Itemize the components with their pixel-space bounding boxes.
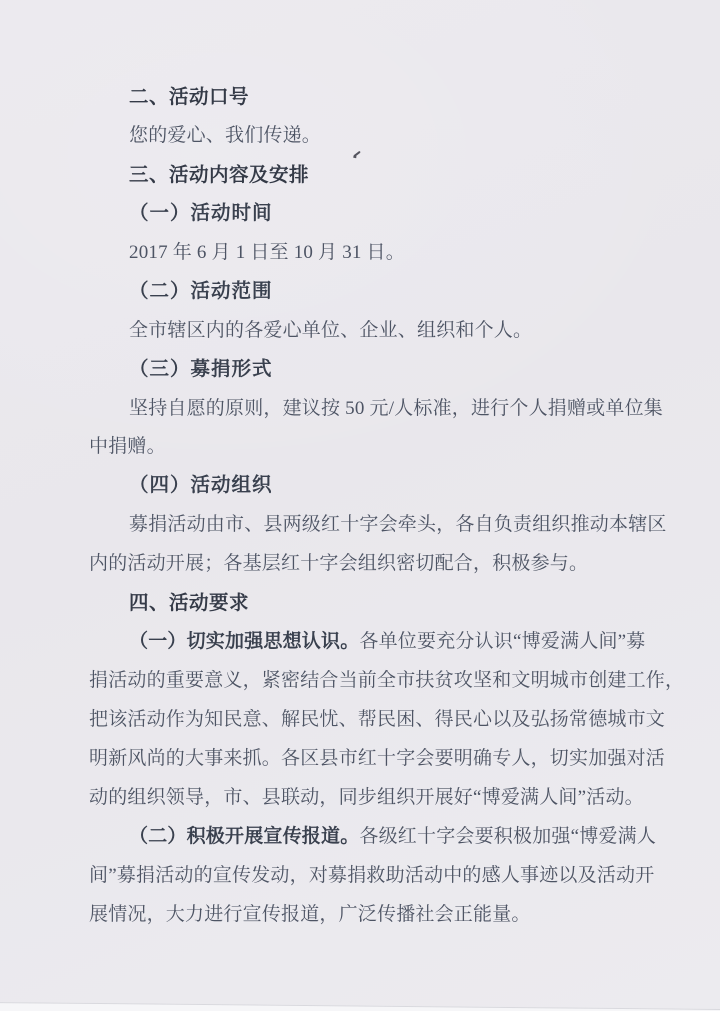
body-line: 募捐活动由市、县两级红十字会牵头，各自负责组织推动本辖区 [129,514,667,536]
body-line: 您的爱心、我们传递。 [129,124,322,146]
body-line [89,818,664,857]
body-line-rest: 各单位要充分认识“博爱满人间”募 [359,631,646,653]
section-heading-activity-content: 三、活动内容及安排 [129,163,310,186]
bold-lead-publicity-reporting: （二）积极开展宣传报道。 [129,825,360,847]
subsection-heading-activity-organization: （四）活动组织 [129,475,273,497]
body-line: 内的活动开展；各基层红十字会组织密切配合，积极参与。 [89,553,589,575]
subsection-heading-activity-scope: （二）活动范围 [129,280,273,302]
section-heading-activity-slogan: 二、活动口号 [129,86,250,108]
document-body [89,78,685,935]
subsection-heading-donation-form: （三）募捐形式 [129,358,273,380]
body-line: 展情况，大力进行宣传报道，广泛传播社会正能量。 [89,903,531,925]
body-line: 坚持自愿的原则，建议按 50 元/人标准，进行个人捐赠或单位集 [129,397,663,419]
scan-edge-artifact [0,1002,720,1011]
body-line: 明新风尚的大事来抓。各区县市红十字会要明确专人，切实加强对活 [89,747,666,769]
body-line [89,623,664,662]
body-line: 捐活动的重要意义，紧密结合当前全市扶贫攻坚和文明城市创建工作， [89,670,685,692]
body-line: 全市辖区内的各爱心单位、企业、组织和个人。 [129,319,533,341]
subsection-heading-activity-time: （一）活动时间 [129,202,273,224]
body-line: 2017 年 6 月 1 日至 10 月 31 日。 [129,241,405,263]
body-line-rest: 各级红十字会要积极加强“博爱满人 [359,825,657,847]
body-line: 动的组织领导，市、县联动，同步组织开展好“博爱满人间”活动。 [89,786,644,808]
body-line: 中捐赠。 [89,436,166,458]
body-line: 间”募捐活动的宣传发动，对募捐救助活动中的感人事迹以及活动开 [89,864,655,886]
bold-lead-strengthen-awareness: （一）切实加强思想认识。 [129,631,360,653]
section-heading-activity-requirements: 四、活动要求 [129,592,250,615]
body-line: 把该活动作为知民意、解民忧、帮民困、得民心以及弘扬常德城市文 [89,709,666,730]
